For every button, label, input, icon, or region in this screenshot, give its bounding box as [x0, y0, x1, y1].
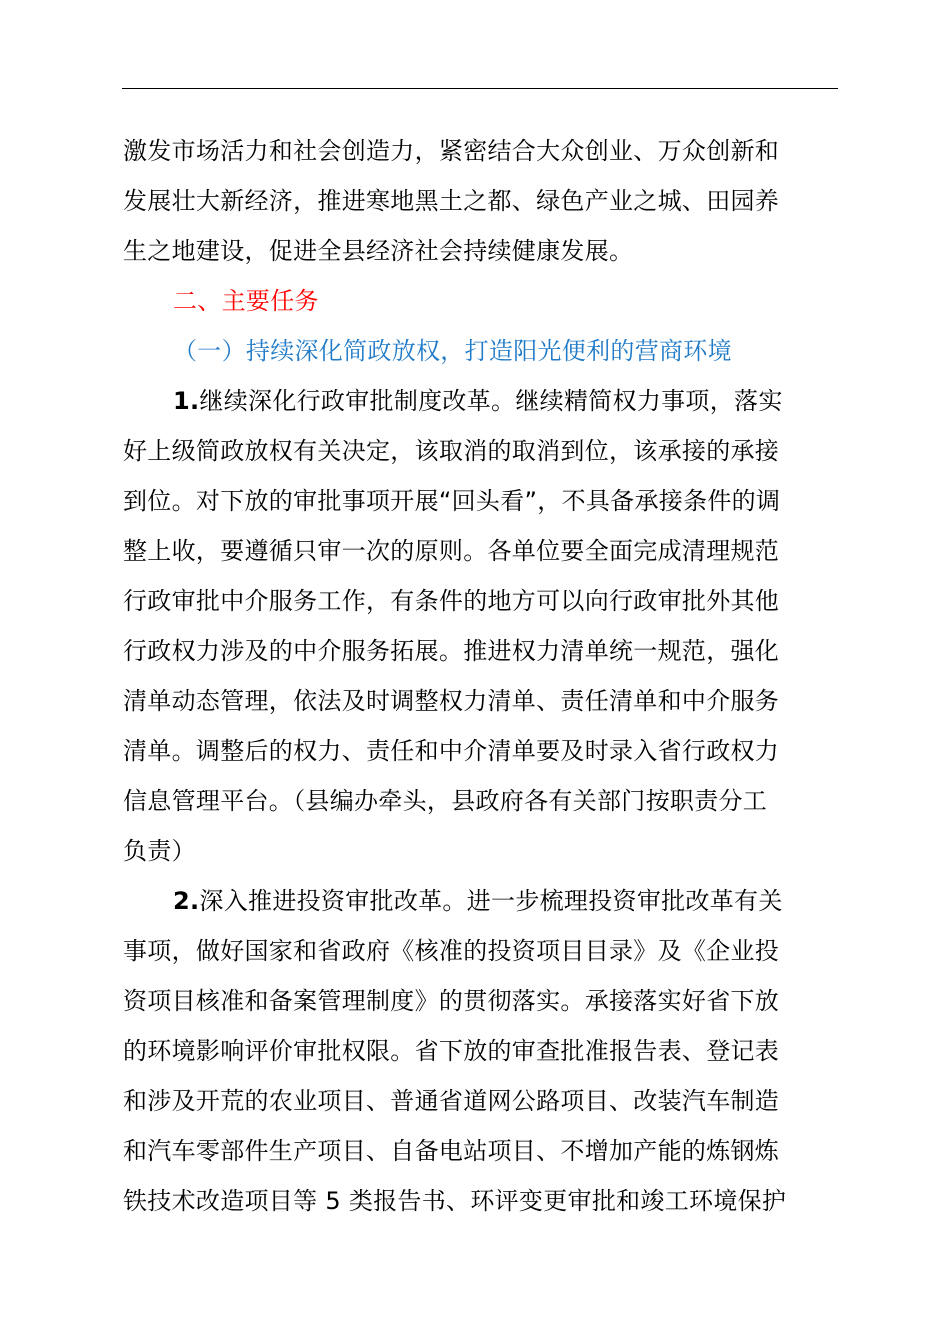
intro-line: 激发市场活力和社会创造力，紧密结合大众创业、万众创新和	[123, 137, 780, 165]
item2-line: 的环境影响评价审批权限。省下放的审查批准报告表、登记表	[123, 1037, 780, 1065]
item1-line: 整上收，要遵循只审一次的原则。各单位要全面完成清理规范	[123, 537, 780, 565]
item1-line: 信息管理平台。（县编办牵头，县政府各有关部门按职责分工	[123, 787, 768, 815]
item1-line: 清单动态管理，依法及时调整权力清单、责任清单和中介服务	[123, 687, 780, 715]
item1-line: 行政权力涉及的中介服务拓展。推进权力清单统一规范，强化	[123, 637, 780, 665]
item1-line: 负责）	[123, 837, 196, 865]
item1-first-line	[123, 376, 839, 426]
item2-line: 和涉及开荒的农业项目、普通省道网公路项目、改装汽车制造	[123, 1087, 780, 1115]
item1-number: 1.	[173, 387, 200, 415]
intro-line: 生之地建设，促进全县经济社会持续健康发展。	[123, 237, 634, 265]
item1-first-line-text: 继续深化行政审批制度改革。继续精简权力事项，落实	[199, 387, 783, 415]
item2-line: 铁技术改造项目等 5 类报告书、环评变更审批和竣工环境保护	[123, 1187, 787, 1215]
item1-line: 好上级简政放权有关决定，该取消的取消到位，该承接的承接	[123, 437, 780, 465]
item2-line: 事项，做好国家和省政府《核准的投资项目目录》及《企业投	[123, 937, 780, 965]
item2-number: 2.	[173, 887, 200, 915]
item1-line: 行政审批中介服务工作，有条件的地方可以向行政审批外其他	[123, 587, 780, 615]
item2-first-line-text: 深入推进投资审批改革。进一步梳理投资审批改革有关	[199, 887, 783, 915]
subsection-heading: （一）持续深化简政放权，打造阳光便利的营商环境	[173, 337, 732, 365]
item1-line: 清单。调整后的权力、责任和中介清单要及时录入省行政权力	[123, 737, 780, 765]
intro-line: 发展壮大新经济，推进寒地黑土之都、绿色产业之城、田园养	[123, 187, 780, 215]
section-heading: 二、主要任务	[173, 287, 319, 315]
item2-line: 和汽车零部件生产项目、自备电站项目、不增加产能的炼钢炼	[123, 1137, 780, 1165]
item2-first-line	[123, 876, 839, 926]
document-body	[123, 126, 839, 1226]
item2-line: 资项目核准和备案管理制度》的贯彻落实。承接落实好省下放	[123, 987, 780, 1015]
header-rule	[122, 88, 838, 89]
item1-line: 到位。对下放的审批事项开展“回头看”，不具备承接条件的调	[123, 487, 781, 515]
